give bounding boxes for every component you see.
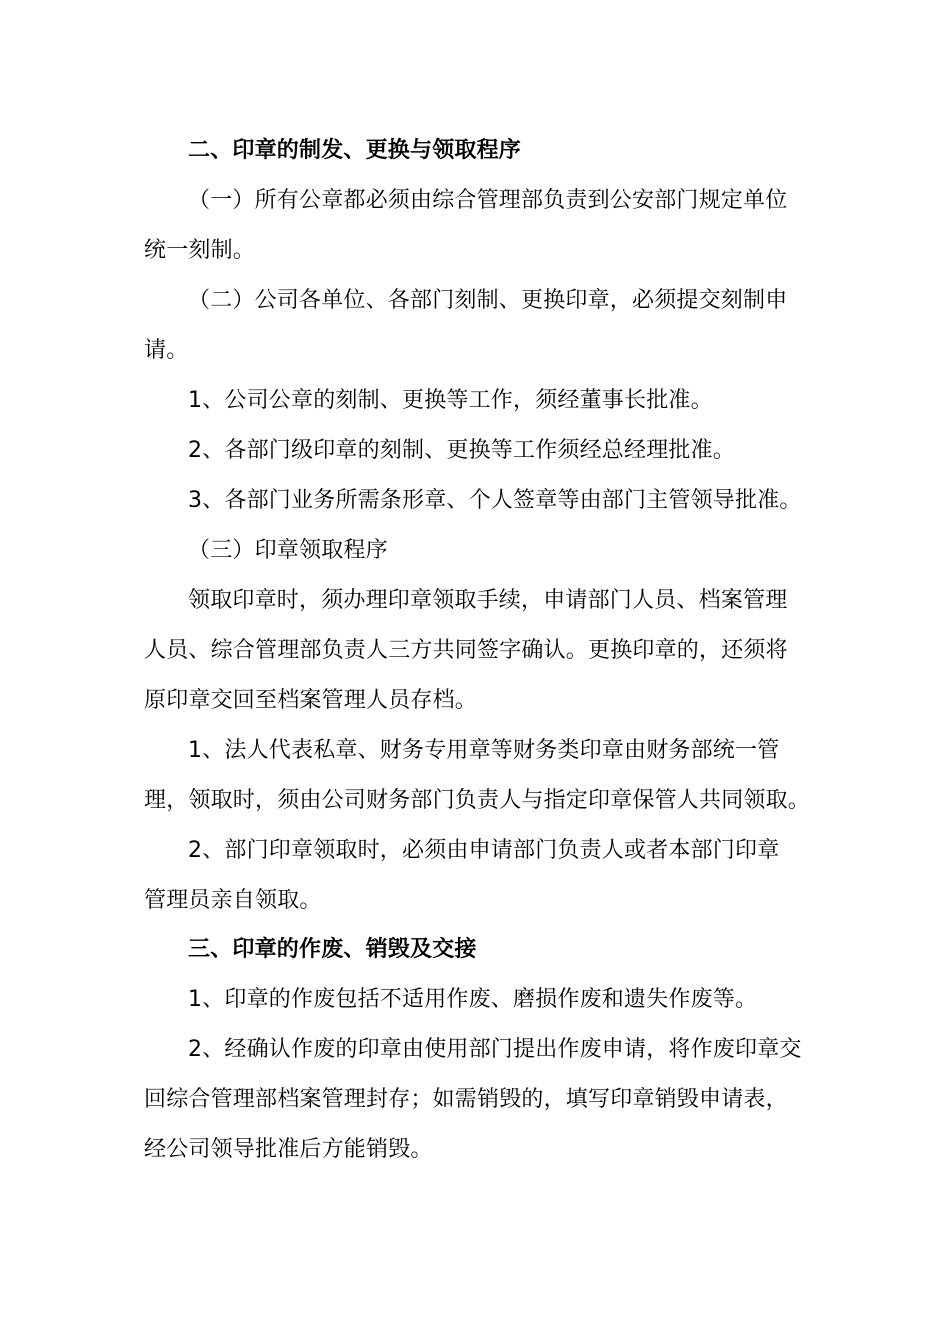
paragraph-line: 请。 [144,338,189,363]
paragraph-line: 理，领取时，须由公司财务部门负责人与指定印章保管人共同领取。 [144,788,811,813]
section-heading-3: 三、印章的作废、销毁及交接 [188,937,477,962]
paragraph-line: 1、法人代表私章、财务专用章等财务类印章由财务部统一管 [188,738,780,763]
paragraph-line: 2、各部门级印章的刻制、更换等工作须经总经理批准。 [188,438,735,463]
paragraph-line: 2、经确认作废的印章由使用部门提出作废申请，将作废印章交 [188,1037,802,1062]
paragraph-line: 经公司领导批准后方能销毁。 [144,1137,433,1162]
section-heading-2: 二、印章的制发、更换与领取程序 [188,138,522,163]
paragraph-line: 人员、综合管理部负责人三方共同签字确认。更换印章的，还须将 [144,638,788,663]
paragraph-line: 3、各部门业务所需条形章、个人签章等由部门主管领导批准。 [188,488,802,513]
paragraph-line: 管理员亲自领取。 [144,888,322,913]
paragraph-line: 统一刻制。 [144,238,256,263]
subsection-heading: （三）印章领取程序 [188,538,388,563]
paragraph-line: （二）公司各单位、各部门刻制、更换印章，必须提交刻制申 [188,288,788,313]
paragraph-line: 1、印章的作废包括不适用作废、磨损作废和遗失作废等。 [188,987,758,1012]
paragraph-line: 领取印章时，须办理印章领取手续，申请部门人员、档案管理 [188,588,788,613]
paragraph-line: 1、公司公章的刻制、更换等工作，须经董事长批准。 [188,388,713,413]
paragraph-line: （一）所有公章都必须由综合管理部负责到公安部门规定单位 [188,188,788,213]
paragraph-line: 回综合管理部档案管理封存；如需销毁的，填写印章销毁申请表， [144,1087,788,1112]
paragraph-line: 原印章交回至档案管理人员存档。 [144,688,478,713]
paragraph-line: 2、部门印章领取时，必须由申请部门负责人或者本部门印章 [188,838,780,863]
